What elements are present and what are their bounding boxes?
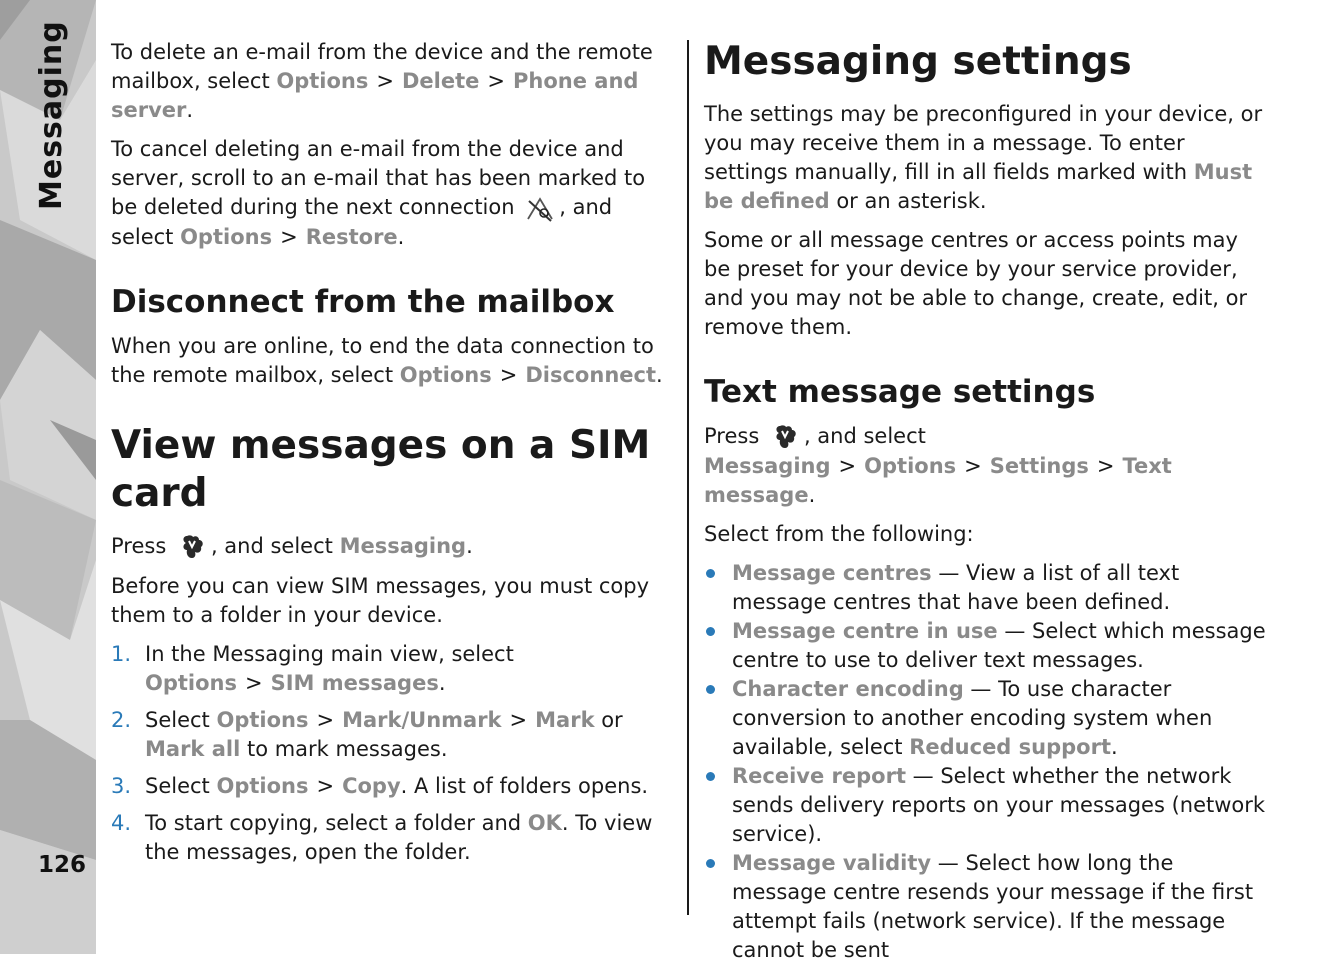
bullet-icon: [706, 772, 715, 781]
heading-text-message-settings: Text message settings: [704, 374, 1096, 410]
paragraph-preconfigured: The settings may be preconfigured in your device, or you may receive them in a message. To enter settings manually, fill in all fields marked with Must be defined or an asterisk.: [704, 102, 1263, 213]
settings-list: [704, 559, 1266, 965]
heading-messaging-settings: Messaging settings: [704, 39, 1132, 84]
field-must-be-defined: Must be defined: [704, 160, 1253, 213]
paragraph-press-menu: Press , and select Messaging.: [111, 532, 673, 562]
list-item: 4. To start copying, select a folder and OK. To view the messages, open the folder.: [111, 811, 653, 864]
right-column: [704, 38, 1266, 965]
paragraph-press-menu-right: Press , and select Messaging > Options > Settings > Text message.: [704, 424, 1172, 507]
left-column: [111, 38, 673, 875]
menu-delete: Delete: [401, 69, 480, 93]
list-item: Receive report — Select whether the network sends delivery reports on your messages (network service).: [704, 762, 1266, 849]
menu-key-icon: [770, 422, 800, 452]
menu-options: Options: [180, 225, 273, 249]
list-item: Character encoding — To use character conversion to another encoding system when available, select Reduced support.: [704, 675, 1266, 762]
menu-messaging: Messaging: [339, 534, 467, 558]
paragraph-select-following: Select from the following:: [704, 522, 974, 546]
paragraph-before-copy: Before you can view SIM messages, you must copy them to a folder in your device.: [111, 574, 650, 627]
list-item: 3. Select Options > Copy. A list of folders opens.: [111, 774, 649, 798]
bullet-icon: [706, 627, 715, 636]
list-item: 2. Select Options > Mark/Unmark > Mark or Mark all to mark messages.: [111, 708, 623, 761]
heading-disconnect: Disconnect from the mailbox: [111, 284, 615, 320]
section-sidebar: [0, 0, 96, 954]
mail-delete-icon: [525, 193, 555, 223]
bullet-icon: [706, 859, 715, 868]
paragraph-disconnect: When you are online, to end the data connection to the remote mailbox, select Options > Disconnect.: [111, 334, 663, 387]
bullet-icon: [706, 685, 715, 694]
paragraph-cancel-delete: To cancel deleting an e-mail from the device and server, scroll to an e-mail that has been marked to be deleted during the next connection , and select Options > Restore.: [111, 137, 646, 249]
page-number: 126: [38, 852, 87, 878]
list-item: 1. In the Messaging main view, select Options > SIM messages.: [111, 642, 514, 695]
steps-list: [111, 640, 673, 867]
paragraph-preset: Some or all message centres or access points may be preset for your device by your service provider, and you may not be able to change, create, edit, or remove them.: [704, 228, 1248, 339]
menu-restore: Restore: [305, 225, 398, 249]
section-title: Messaging: [34, 20, 69, 210]
list-item: Message centres — View a list of all text message centres that have been defined.: [704, 559, 1266, 617]
paragraph-delete-email: To delete an e-mail from the device and the remote mailbox, select Options > Delete > Phone and server.: [111, 40, 653, 122]
column-divider: [687, 40, 689, 915]
menu-options: Options: [399, 363, 492, 387]
menu-disconnect: Disconnect: [525, 363, 656, 387]
heading-view-sim: View messages on a SIM card: [111, 423, 651, 516]
menu-key-icon: [177, 532, 207, 562]
menu-phone-and-server: Phone and server: [111, 69, 639, 122]
list-item: Message validity — Select how long the message centre resends your message if the first attempt fails (network service). If the message cannot be sent: [704, 849, 1266, 965]
menu-options: Options: [276, 69, 369, 93]
list-item: Message centre in use — Select which message centre to use to deliver text messages.: [704, 617, 1266, 675]
bullet-icon: [706, 569, 715, 578]
